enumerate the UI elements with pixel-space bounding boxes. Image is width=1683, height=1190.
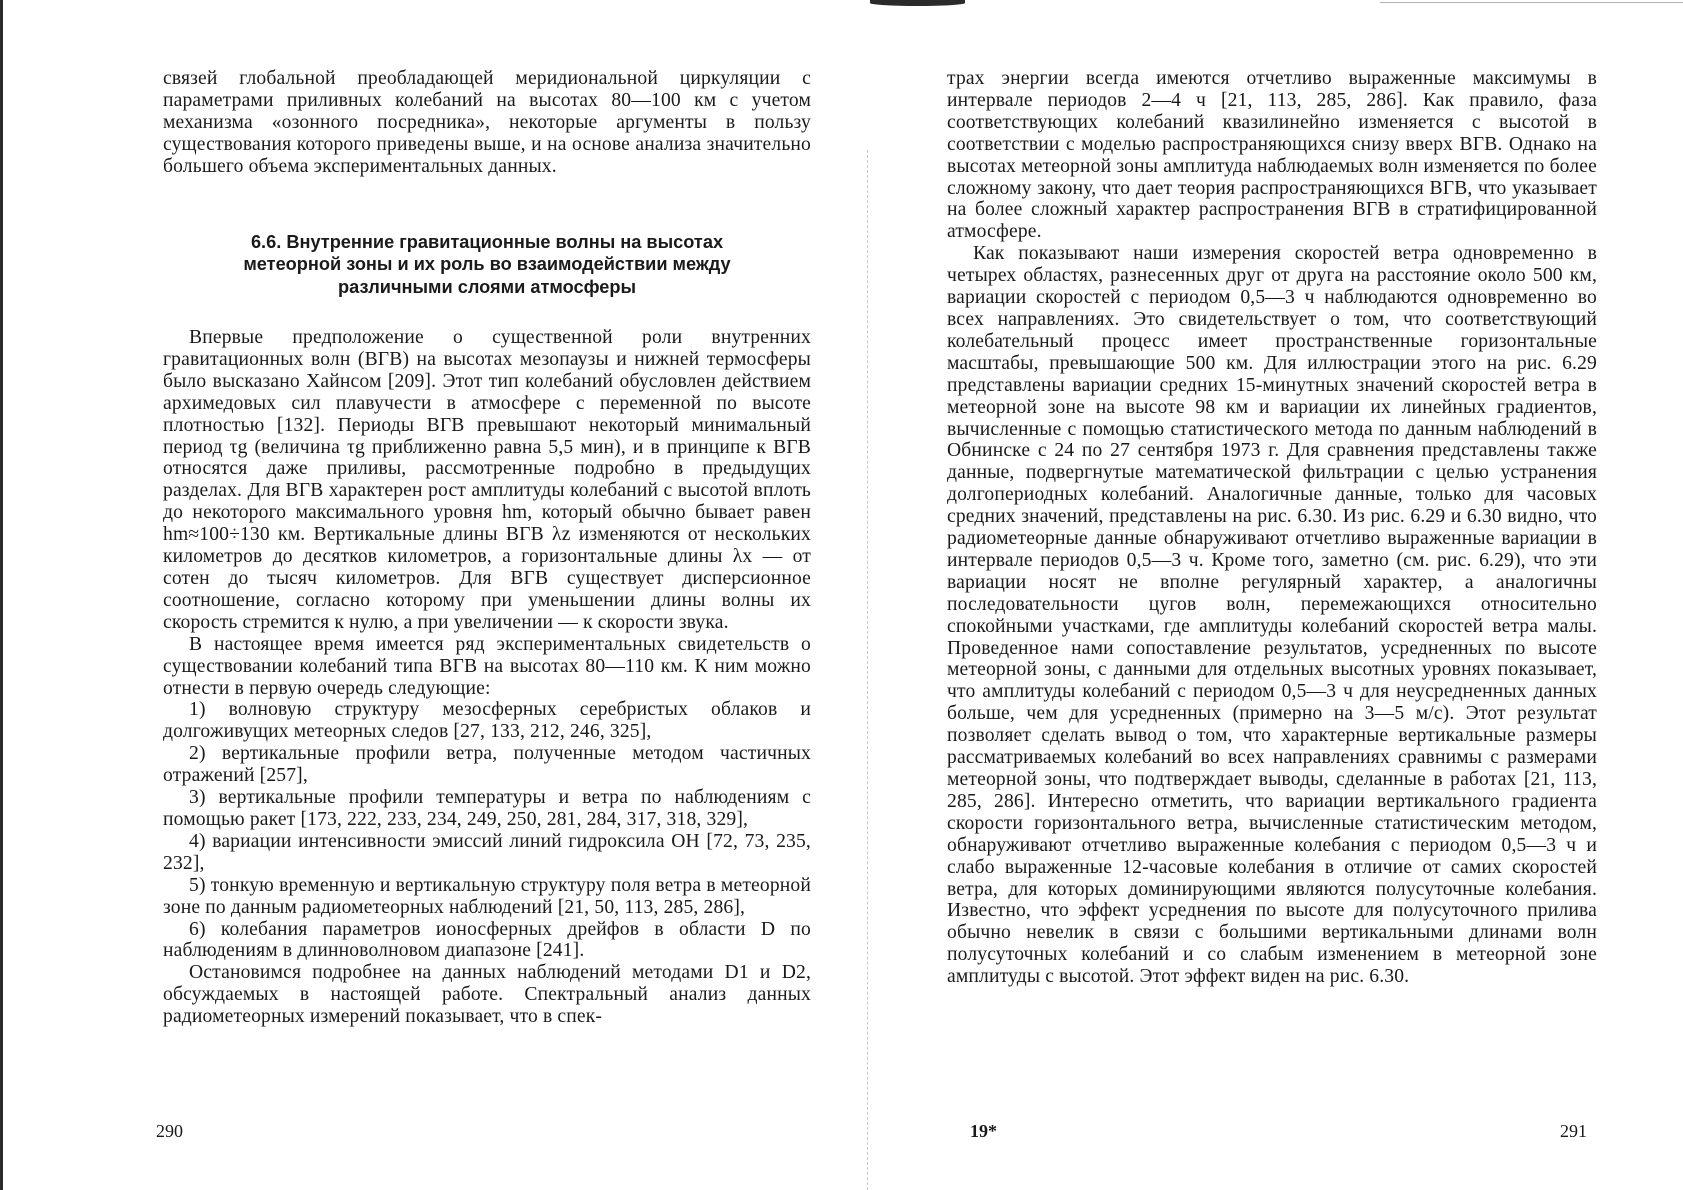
scan-top-edge <box>1380 2 1683 3</box>
left-page-section-body <box>163 327 811 1028</box>
left-intro-paragraph: связей глобальной преобладающей меридиональной циркуляции с параметрами приливных колебаний на высотах 80—100 км с учетом механизма «озонного посредника», некоторые аргументы в пользу существования которого приведены выше, и на основе анализа значительно большего объема экспериментальных данных. <box>163 68 811 177</box>
paragraph: В настоящее время имеется ряд экспериментальных свидетельств о существовании колебаний типа ВГВ на высотах 80—110 км. К ним можно отнести в первую очередь следующие: <box>163 633 811 699</box>
list-item: 4) вариации интенсивности эмиссий линий гидроксила OH [72, 73, 235, 232], <box>163 830 811 874</box>
right-page-body <box>947 68 1597 988</box>
page-number-left: 290 <box>156 1121 183 1141</box>
left-page-body <box>163 68 811 178</box>
paragraph: Впервые предположение о существенной роли внутренних гравитационных волн (ВГВ) на высотах мезопаузы и нижней термосферы было высказано Хайнсом [209]. Этот тип колебаний обусловлен действием архимедовых сил плавучести в атмосфере с переменной по высоте плотностью [132]. Периоды ВГВ превышают некоторый минимальный период τg (величина τg приближенно равна 5,5 мин), и в принципе к ВГВ относятся даже приливы, рассмотренные подробно в предыдущих разделах. Для ВГВ характерен рост амплитуды колебаний с высотой вплоть до некоторого максимального уровня hm, который обычно бывает равен hm≈100÷130 км. Вертикальные длины ВГВ λz изменяются от нескольких километров до десятков километров, а горизонтальные длины λx — от сотен до тысяч километров. Для ВГВ существует дисперсионное соотношение, согласно которому при уменьшении длины волны их скорость стремится к нулю, а при увеличении — к скорости звука. <box>163 327 811 633</box>
section-heading <box>163 231 811 299</box>
paragraph: Остановимся подробнее на данных наблюдений методами D1 и D2, обсуждаемых в настоящей работе. Спектральный анализ данных радиометеорных измерений показывает, что в спек- <box>163 962 811 1028</box>
left-page <box>163 68 811 1028</box>
scan-binding-mark <box>870 0 965 6</box>
list-item: 5) тонкую временную и вертикальную структуру поля ветра в метеорной зоне по данным радиометеорных наблюдений [21, 50, 113, 285, 286], <box>163 874 811 918</box>
signature-mark: 19* <box>970 1121 997 1141</box>
scan-left-edge <box>0 0 3 1190</box>
section-heading-line-1: 6.6. Внутренние гравитационные волны на высотах <box>250 231 724 252</box>
list-item: 1) волновую структуру мезосферных серебристых облаков и долгоживущих метеорных следов [27, 133, 212, 246, 325], <box>163 699 811 743</box>
list-item: 6) колебания параметров ионосферных дрейфов в области D по наблюдениям в длинноволновом диапазоне [241]. <box>163 918 811 962</box>
right-page <box>947 68 1597 988</box>
paragraph: трах энергии всегда имеются отчетливо выраженные максимумы в интервале периодов 2—4 ч [21, 113, 285, 286]. Как правило, фаза соответствующих колебаний квазилинейно изменяется с высотой в соответствии с моделью распространяющихся снизу вверх ВГВ. Однако на высотах метеорной зоны амплитуда наблюдаемых волн изменяется по более сложному закону, что дает теория распространяющихся ВГВ, что указывает на более сложный характер распространения ВГВ в стратифицированной атмосфере. <box>947 68 1597 243</box>
section-heading-line-3: различными слоями атмосферы <box>338 276 636 297</box>
page-number-right: 291 <box>1560 1121 1587 1141</box>
section-heading-line-2: метеорной зоны и их роль во взаимодействии между <box>243 254 731 275</box>
paragraph: Как показывают наши измерения скоростей ветра одновременно в четырех областях, разнесенных друг от друга на расстояние около 500 км, вариации скоростей с периодом 0,5—3 ч наблюдаются одновременно во всех направлениях. Это свидетельствует о том, что соответствующий колебательный процесс имеет пространственные горизонтальные масштабы, превышающие 500 км. Для иллюстрации этого на рис. 6.29 представлены вариации средних 15-минутных значений скоростей ветра в метеорной зоне на высоте 98 км и вариации их линейных градиентов, вычисленные с помощью статистического метода по данным наблюдений в Обнинске с 24 по 27 сентября 1973 г. Для сравнения представлены также данные, подвергнутые математической фильтрации с целью устранения долгопериодных колебаний. Аналогичные данные, только для часовых средних значений, представлены на рис. 6.30. Из рис. 6.29 и 6.30 видно, что радиометеорные данные обнаруживают отчетливо выраженные вариации в интервале периодов 0,5—3 ч. Кроме того, заметно (см. рис. 6.29), что эти вариации носят не вполне регулярный характер, а аналогичны последовательности цугов волн, перемежающихся относительно спокойными участками, где амплитуды колебаний скоростей ветра малы. Проведенное нами сопоставление результатов, усредненных по высоте метеорной зоны, с данными для отдельных высотных уровнях показывает, что амплитуды колебаний с периодом 0,5—3 ч для неусредненных данных больше, чем для усредненных (примерно на 3—5 м/с). Этот результат позволяет сделать вывод о том, что характерные вертикальные размеры рассматриваемых колебаний во всех направлениях сравнимы с размерами метеорной зоны, что подтверждает выводы, сделанные в работах [21, 113, 285, 286]. Интересно отметить, что вариации вертикального градиента скорости горизонтального ветра, вычисленные статистическим методом, обнаруживают отчетливо выраженные колебания с периодом 0,5—3 ч и слабо выраженные 12-часовые колебания в отличие от самих скоростей ветра, для которых доминирующими являются полусуточные колебания. Известно, что эффект усреднения по высоте для полусуточного прилива обычно невелик в связи с большими вертикальными длинами волн полусуточных колебаний и со слабым изменением в метеорной зоне амплитуды с высотой. Этот эффект виден на рис. 6.30. <box>947 243 1597 988</box>
list-item: 3) вертикальные профили температуры и ветра по наблюдениям с помощью ракет [173, 222, 233, 234, 249, 250, 281, 284, 317, 318, 329], <box>163 787 811 830</box>
list-item: 2) вертикальные профили ветра, полученные методом частичных отражений [257], <box>163 743 811 787</box>
book-gutter <box>867 150 868 1190</box>
